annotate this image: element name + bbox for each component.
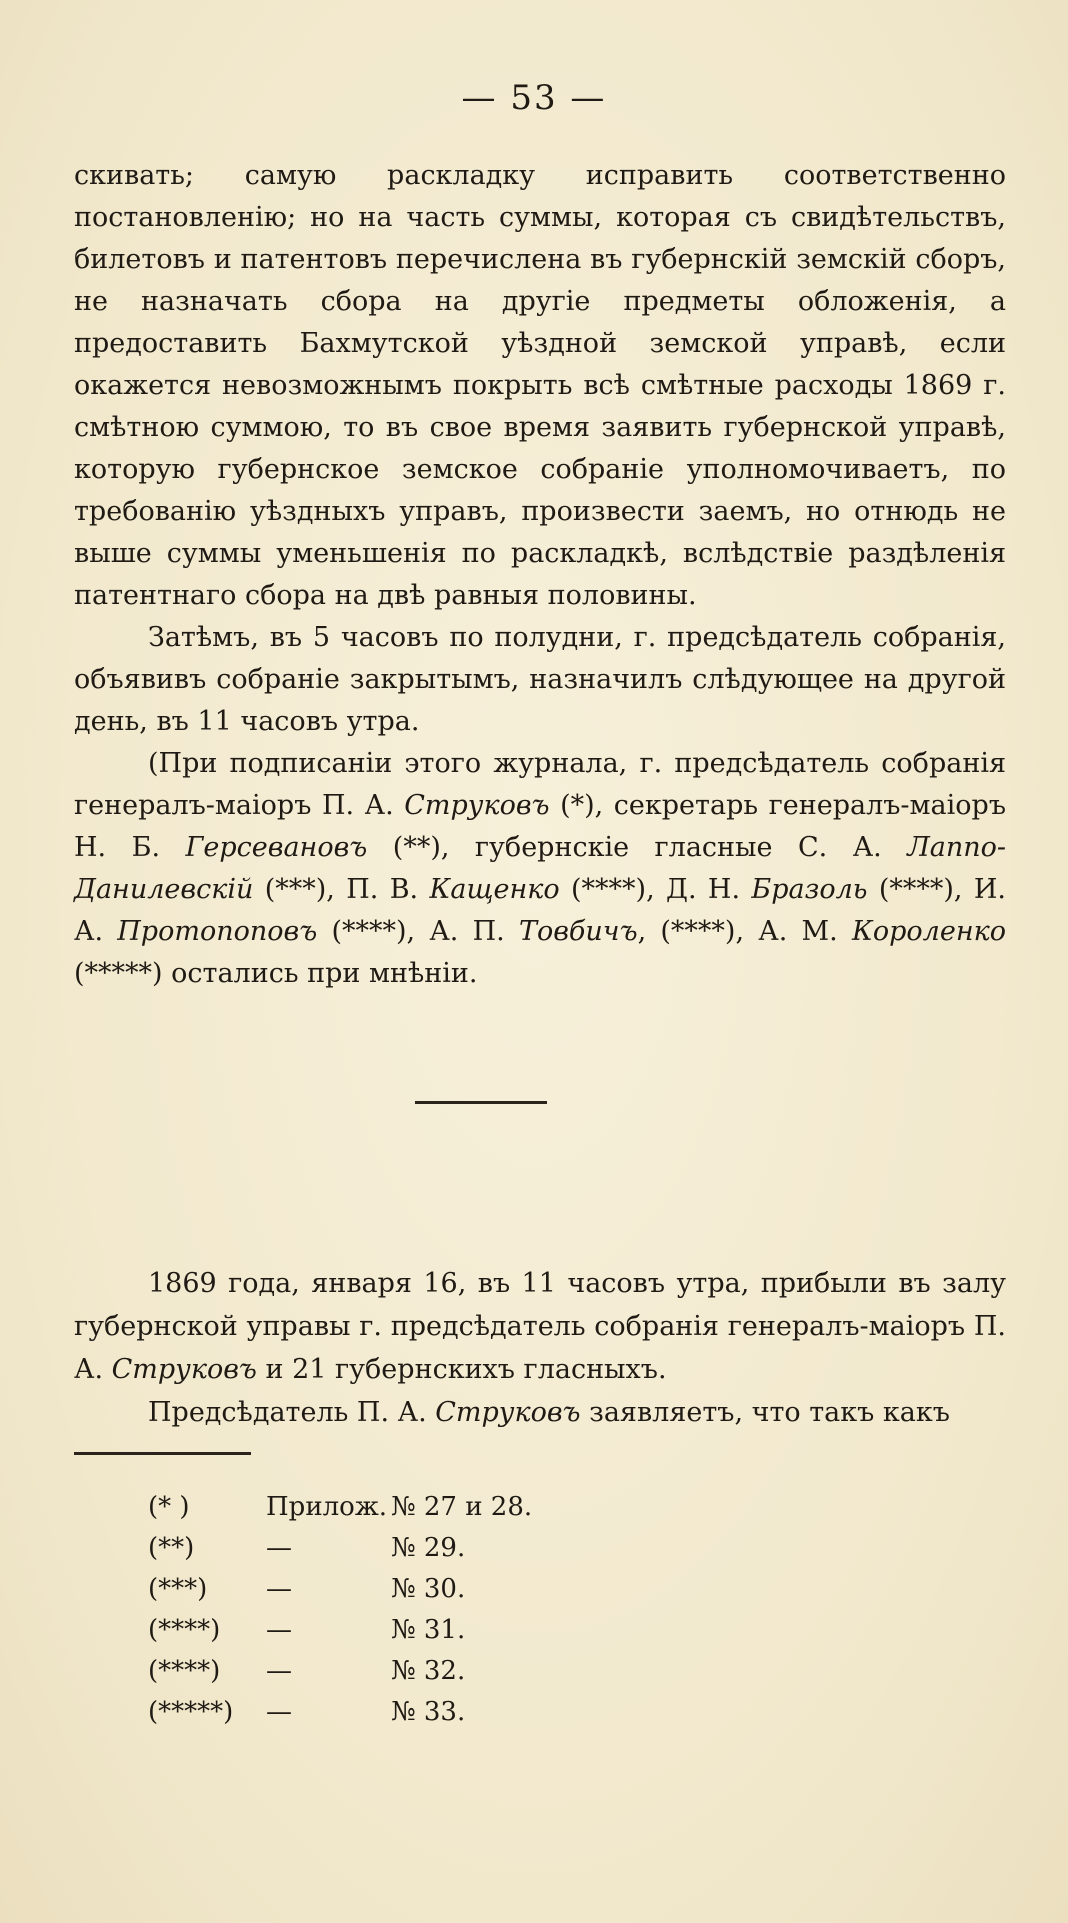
page-number: — 53 — (461, 78, 607, 118)
name-lappo-danilevsky: Лаппо-Данилевскій (74, 832, 1006, 905)
paragraph-session-open: 1869 года, января 16, въ 11 часовъ утра, прибыли въ залу губернской управы г. предсѣдатель собранія генералъ-маіоръ П. А. Струковъ и 21 губернскихъ гласныхъ. (74, 1268, 1006, 1385)
footnote-mark: (****) (148, 1656, 221, 1686)
paragraph-chairman-statement: Предсѣдатель П. А. Струковъ заявляетъ, что такъ какъ (148, 1397, 950, 1428)
footnote-source: — (266, 1533, 292, 1563)
footnote-source: — (266, 1574, 292, 1604)
footnote-mark: (****) (148, 1615, 221, 1645)
footnote-number: № 31. (391, 1615, 466, 1645)
footnote-source: Прилож. (266, 1492, 387, 1522)
paragraph-apportionment: скивать; самую раскладку исправить соответственно постановленію; но на часть суммы, которая съ свидѣтельствъ, билетовъ и патентовъ перечислена въ губернскій земскій сборъ, не назначать сбора на другіе предметы обложенія, а предоставить Бахмутской уѣздной земской управѣ, если окажется невозможнымъ покрыть всѣ смѣтные расходы 1869 г. смѣтною суммою, то въ свое время заявить губернской управѣ, которую губернское земское собраніе уполномочиваетъ, по требованію уѣздныхъ управъ, произвести заемъ, но отнюдь не выше суммы уменьшенія по раскладкѣ, вслѣдствіе раздѣленія патентнаго сбора на двѣ равныя половины. (74, 160, 1006, 611)
footnote-number: № 29. (391, 1533, 466, 1563)
name-tovbich: Товбичъ (518, 916, 638, 947)
paragraph-closing: Затѣмъ, въ 5 часовъ по полудни, г. предсѣдатель собранія, объявивъ собраніе закрытымъ, назначилъ слѣдующее на другой день, въ 11 часовъ утра. (74, 622, 1006, 737)
footnote-number: № 30. (391, 1574, 466, 1604)
name-protopopov: Протопоповъ (117, 916, 318, 947)
footnote-mark: (**) (148, 1533, 195, 1563)
footnote-number: № 27 и 28. (391, 1492, 533, 1522)
footnote-row (148, 1487, 532, 1528)
name-strukov: Струковъ (404, 790, 550, 821)
name-brazol: Бразоль (751, 874, 868, 905)
footnote-row (148, 1569, 532, 1610)
footnote-number: № 32. (391, 1656, 466, 1686)
name-gersevanov: Герсевановъ (185, 832, 368, 863)
name-kashchenko: Кащенко (429, 874, 560, 905)
footnote-mark: (***) (148, 1574, 208, 1604)
footnote-mark: (* ) (148, 1492, 190, 1522)
footnote-source: — (266, 1615, 292, 1645)
footnote-source: — (266, 1697, 292, 1727)
footnote-number: № 33. (391, 1697, 466, 1727)
footnotes (148, 1487, 532, 1733)
paragraph-signing: (При подписаніи этого журнала, г. предсѣдатель собранія генералъ-маіоръ П. А. Струковъ (*), секретарь генералъ-маіоръ Н. Б. Герсевановъ (**), губернскіе гласные С. А. Лаппо-Данилевскій (***), П. В. Кащенко (****), Д. Н. Бразоль (****), И. А. Протопоповъ (****), А. П. Товбичъ, (****), А. М. Короленко (*****) остались при мнѣніи. (74, 748, 1007, 989)
footnote-source: — (266, 1656, 292, 1686)
section-divider (415, 1101, 547, 1104)
footnote-mark: (*****) (148, 1697, 234, 1727)
session-text (74, 1262, 1006, 1434)
footnote-row (148, 1610, 532, 1651)
footnote-divider (74, 1452, 251, 1455)
body-text (74, 155, 1006, 995)
footnote-row (148, 1528, 532, 1569)
footnote-row (148, 1651, 532, 1692)
name-strukov-2: Струковъ (111, 1354, 257, 1385)
name-korolenko: Короленко (851, 916, 1007, 947)
footnote-row (148, 1692, 532, 1733)
name-strukov-3: Струковъ (435, 1397, 581, 1428)
